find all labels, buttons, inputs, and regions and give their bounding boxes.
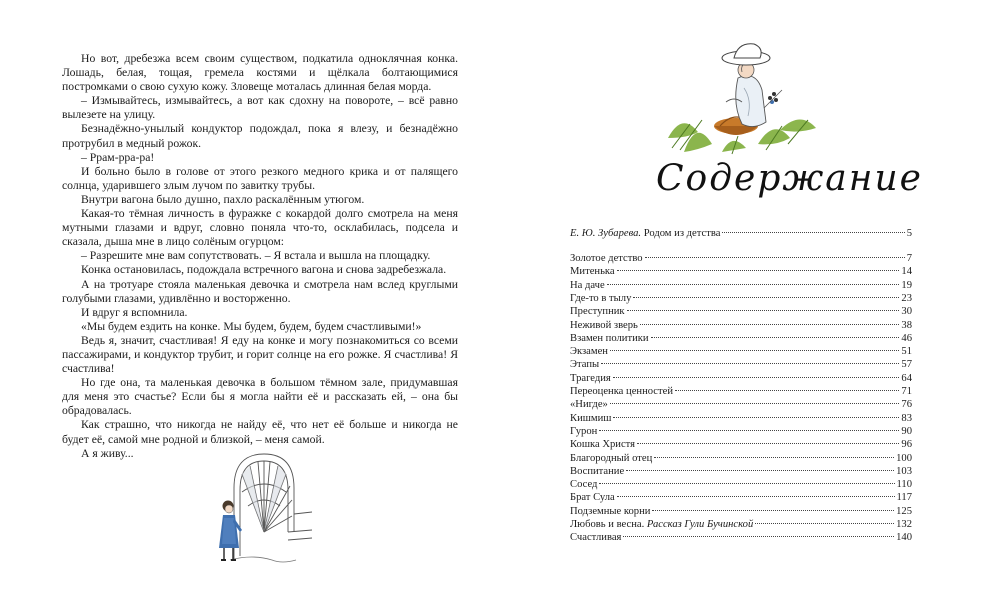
toc-page-number: 83 [901,412,912,424]
toc-entry-title: Сосед [570,479,598,491]
toc-page-number: 5 [906,228,912,239]
toc-entry-title: Гурон [570,425,598,437]
table-of-contents-title: Содержание [656,158,923,199]
paragraph-16: А я живу... [81,446,134,460]
toc-page-number: 57 [901,359,912,371]
toc-entry-title: Этапы [570,359,600,371]
toc-entry[interactable] [570,333,912,346]
toc-entry-title: Митенька [570,266,615,278]
toc-entry[interactable] [570,453,912,466]
toc-intro-author: Е. Ю. Зубарева. [570,228,642,239]
toc-entry-title: Благородный отец [570,452,653,464]
toc-page-number: 117 [896,492,912,504]
toc-entry-subtitle: Рассказ Гули Бучинской [646,519,754,530]
leader-dots [640,324,900,325]
toc-entry[interactable] [570,373,912,386]
toc-entry-title: Преступник [570,306,625,318]
toc-entry-title: Золотое детство [570,253,643,264]
toc-entry[interactable] [570,293,912,306]
leader-dots [613,377,900,378]
toc-entry-title: Экзамен [570,346,608,358]
paragraph-1: Но вот, дребезжа всем своим существом, подкатила одноклячная конка. Лошадь, белая, тощая, гремела костями и щёлкала болтающимися постромками о свою сухую кожу. Зловеще моталась длинная белая морда. [62,52,458,94]
leader-dots [599,430,899,431]
paragraph-14: Но где она, та маленькая девочка в большом тёмном зале, придумавшая для меня это счастье? Если бы я могла найти её и рассказать ей, – она бы обрадовалась. [62,376,458,418]
paragraph-6: Внутри вагона было душно, пахло раскалённым утюгом. [81,192,365,206]
toc-intro-title: Родом из детства [643,228,721,239]
leader-dots [601,363,899,364]
leader-dots [599,483,894,484]
toc-entry[interactable] [570,426,912,439]
paragraph-8: – Разрешите мне вам сопутствовать. – Я встала и вышла на площадку. [81,249,431,263]
toc-entry-title: Любовь и весна. [570,519,645,530]
toc-entry[interactable] [570,466,912,479]
paragraph-12: «Мы будем ездить на конке. Мы будем, будем, будем счастливыми!» [81,319,422,333]
toc-entry[interactable] [570,519,912,532]
leader-dots [623,536,894,537]
leader-dots [626,470,894,471]
leader-dots [652,510,894,511]
toc-intro-entry[interactable] [570,228,912,241]
toc-page-number: 132 [896,519,912,530]
toc-entry[interactable] [570,266,912,279]
paragraph-2: – Измывайтесь, измывайтесь, а вот как сдохну на повороте, – всё равно вылезете на улицу. [62,94,458,122]
leader-dots [651,337,900,338]
leader-dots [637,443,899,444]
toc-entry[interactable] [570,320,912,333]
toc-entry[interactable] [570,413,912,426]
toc-page-number: 90 [901,425,912,437]
paragraph-3: Безнадёжно-унылый кондуктор подождал, пока я влезу, и безнадёжно протрубил в медный рожок. [62,122,458,150]
toc-entry[interactable] [570,532,912,545]
toc-entry-title: Кошка Христя [570,439,636,451]
leader-dots [613,417,899,418]
toc-page-number: 125 [896,505,912,517]
paragraph-5: И больно было в голове от этого резкого медного крика и от палящего солнца, ударившего злым лучом по завитку трубы. [62,164,458,192]
leader-dots [617,496,895,497]
toc-entry-title: Брат Сула [570,492,615,504]
toc-entry[interactable] [570,386,912,399]
toc-page-number: 64 [901,372,912,384]
girl-figure [219,501,242,561]
paragraph-11: И вдруг я вспомнила. [81,305,188,319]
paragraph-4: – Ррам-рра-ра! [81,150,155,164]
toc-entry[interactable] [570,479,912,492]
toc-page-number: 76 [901,399,912,411]
toc-page-number: 23 [901,292,912,304]
leader-dots [722,232,904,233]
toc-entry-title: Переоценка ценностей [570,386,673,397]
toc-entry-title: Кишмиш [570,412,612,424]
leader-dots [654,457,894,458]
toc-page-number: 96 [901,439,912,451]
toc-page-number: 103 [896,465,912,477]
paragraph-9: Конка остановилась, подождала встречного вагона и снова задребезжала. [81,263,447,277]
toc-page-number: 140 [896,532,912,544]
girl-window-illustration [212,448,316,566]
leader-dots [610,403,900,404]
toc-entry[interactable] [570,399,912,412]
leader-dots [755,523,894,524]
toc-entry[interactable] [570,306,912,319]
toc-entry[interactable] [570,346,912,359]
paragraph-10: А на тротуаре стояла маленькая девочка и смотрела нам вслед круглыми голубыми глазами, удивлённо и восторженно. [62,277,458,305]
toc-page-number: 30 [901,306,912,318]
leader-dots [675,390,899,391]
gardener-illustration [662,40,822,160]
toc-page-number: 100 [896,452,912,464]
paragraph-7: Какая-то тёмная личность в фуражке с кокардой долго смотрела на меня мутными глазами и вдруг, словно поняла что-то, осклабилась, подсела и сказала, дыша мне в лицо солёным огурцом: [62,207,458,249]
leader-dots [610,350,899,351]
leader-dots [633,297,899,298]
left-page-text [62,52,458,461]
toc-entry-title: Взамен политики [570,332,649,344]
toc-entry-title: Неживой зверь [570,319,638,331]
toc-entry-title: «Нигде» [570,399,608,411]
toc-entry-title: Подземные корни [570,505,651,517]
toc-page-number: 7 [906,253,912,264]
toc-entry[interactable] [570,359,912,372]
paragraph-15: Как страшно, что никогда не найду её, что нет её больше и никогда не будет её, самой мне родной и близкой, – меня самой. [62,418,458,446]
toc-page-number: 51 [901,346,912,358]
leader-dots [645,257,905,258]
toc-entry-title: Где-то в тылу [570,292,632,304]
toc-page-number: 110 [896,479,912,491]
toc-page-number: 19 [901,279,912,291]
toc-page-number: 14 [901,266,912,278]
toc-page-number: 46 [901,332,912,344]
toc-page-number: 38 [901,319,912,331]
toc-entry-title: Счастливая [570,532,622,544]
toc-entry[interactable] [570,506,912,519]
leader-dots [627,310,900,311]
toc-entry[interactable] [570,439,912,452]
toc-entry-title: Воспитание [570,465,625,477]
toc-entry[interactable] [570,253,912,266]
toc-entry[interactable] [570,280,912,293]
toc-entry[interactable] [570,492,912,505]
leader-dots [617,270,900,271]
toc-entry-title: На даче [570,279,605,291]
paragraph-13: Ведь я, значит, счастливая! Я еду на конке и могу познакомиться со всеми пассажирами, и кондуктор трубит, и горит солнце на его рожке. Я счастлива! Я счастлива! [62,333,458,376]
right-page [570,0,923,602]
toc-entry-title: Трагедия [570,372,611,384]
toc-page-number: 71 [901,386,912,397]
leader-dots [607,284,900,285]
